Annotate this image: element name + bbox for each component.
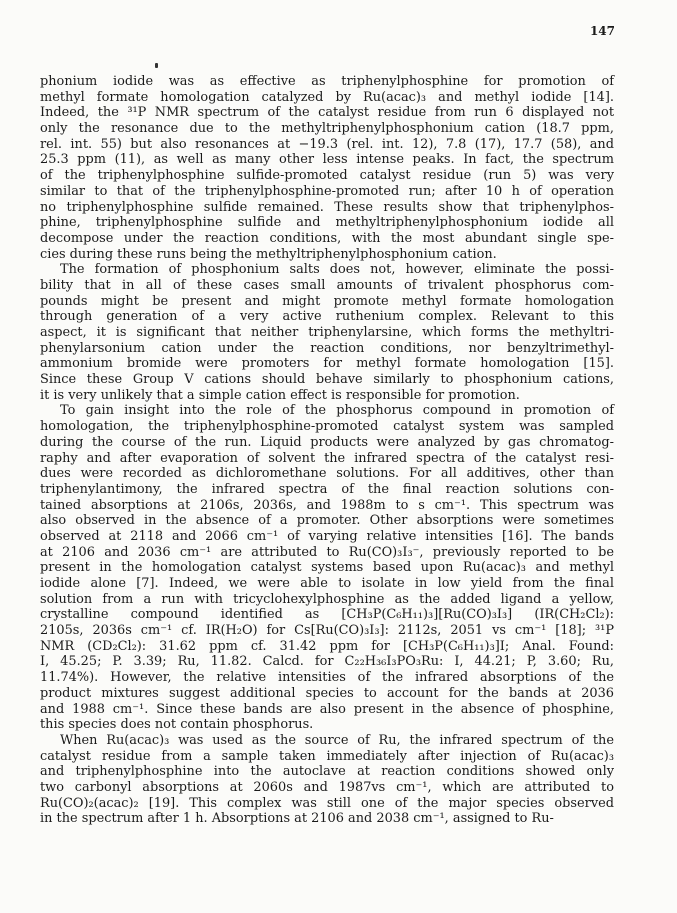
text-line: it is very unlikely that a simple cation effect is responsible for promotion. [40, 387, 520, 403]
text-line: raphy and after evaporation of solvent the infrared spectra of the catalyst resi- [40, 450, 614, 466]
text-line: ammonium bromide were promoters for methyl formate homologation [15]. [40, 356, 614, 372]
text-line: crystalline compound identified as [CH₃P(C₆H₁₁)₃][Ru(CO)₃I₃] (IR(CH₂Cl₂): [40, 607, 614, 623]
text-line: phine, triphenylphosphine sulfide and methyltriphenylphosphonium iodide all [40, 215, 614, 231]
text-line: present in the homologation catalyst systems based upon Ru(acac)₃ and methyl [40, 560, 614, 576]
text-line: Ru(CO)₂(acac)₂ [19]. This complex was still one of the major species observed [40, 795, 614, 811]
text-line: solution from a run with tricyclohexylphosphine as the added ligand a yellow, [40, 591, 614, 607]
text-line: Indeed, the ³¹P NMR spectrum of the catalyst residue from run 6 displayed not [40, 105, 614, 121]
text-line: observed at 2118 and 2066 cm⁻¹ of varying relative intensities [16]. The bands [40, 528, 614, 544]
paragraph [40, 74, 614, 262]
text-line: 25.3 ppm (11), as well as many other less intense peaks. In fact, the spectrum [40, 152, 614, 168]
text-line: product mixtures suggest additional species to account for the bands at 2036 [40, 685, 614, 701]
text-line: bility that in all of these cases small amounts of trivalent phosphorus com- [40, 277, 614, 293]
text-line: 2105s, 2036s cm⁻¹ cf. IR(H₂O) for Cs[Ru(CO)₃I₃]: 2112s, 2051 vs cm⁻¹ [18]; ³¹P [40, 623, 614, 639]
text-line: methyl formate homologation catalyzed by Ru(acac)₃ and methyl iodide [14]. [40, 89, 614, 105]
page-number: 147 [589, 24, 615, 38]
text-line: catalyst residue from a sample taken immediately after injection of Ru(acac)₃ [40, 748, 614, 764]
text-line: I, 45.25; P. 3.39; Ru, 11.82. Calcd. for C₂₂H₃₆I₃PO₃Ru: I, 44.21; P, 3.60; Ru, [40, 654, 614, 670]
text-line: aspect, it is significant that neither triphenylarsine, which forms the methyltri- [40, 325, 614, 340]
text-line: rel. int. 55) but also resonances at −19.3 (rel. int. 12), 7.8 (17), 17.7 (58), and [40, 136, 614, 152]
text-line: through generation of a very active ruthenium complex. Relevant to this [40, 309, 614, 325]
text-line: tained absorptions at 2106s, 2036s, and 1988m to s cm⁻¹. This spectrum was [40, 497, 614, 513]
text-line: this species does not contain phosphorus. [40, 717, 314, 733]
paragraph [40, 262, 614, 403]
text-line: 11.74%). However, the relative intensities of the infrared absorptions of the [40, 670, 614, 686]
text-line: Since these Group V cations should behave similarly to phosphonium cations, [40, 372, 614, 388]
text-line: decompose under the reaction conditions, with the most abundant single spe- [40, 230, 614, 246]
print-speck [155, 63, 158, 68]
text-line: phonium iodide was as effective as triphenylphosphine for promotion of [40, 74, 614, 89]
text-line: iodide alone [7]. Indeed, we were able to isolate in low yield from the final [40, 576, 614, 591]
body-text [40, 74, 614, 827]
text-line: also observed in the absence of a promoter. Other absorptions were sometimes [40, 513, 614, 529]
text-line: and triphenylphosphine into the autoclave at reaction conditions showed only [40, 764, 614, 780]
paragraph [40, 733, 614, 827]
text-line: and 1988 cm⁻¹. Since these bands are also present in the absence of phosphine, [40, 701, 614, 717]
text-line: of the triphenylphosphine sulfide-promoted catalyst residue (run 5) was very [40, 168, 614, 184]
text-line: The formation of phosphonium salts does not, however, eliminate the possi- [60, 262, 614, 278]
text-line: When Ru(acac)₃ was used as the source of Ru, the infrared spectrum of the [60, 732, 614, 748]
text-line: pounds might be present and might promote methyl formate homologation [40, 293, 614, 309]
text-line: during the course of the run. Liquid products were analyzed by gas chromatog- [40, 434, 614, 450]
text-line: NMR (CD₂Cl₂): 31.62 ppm cf. 31.42 ppm for [CH₃P(C₆H₁₁)₃]I; Anal. Found: [40, 638, 614, 654]
text-line: at 2106 and 2036 cm⁻¹ are attributed to Ru(CO)₃I₃⁻, previously reported to be [40, 544, 614, 560]
text-line: triphenylantimony, the infrared spectra of the final reaction solutions con- [40, 481, 614, 497]
text-line: homologation, the triphenylphosphine-promoted catalyst system was sampled [40, 419, 614, 435]
text-line: in the spectrum after 1 h. Absorptions at 2106 and 2038 cm⁻¹, assigned to Ru- [40, 811, 554, 827]
paragraph [40, 403, 614, 732]
text-line: similar to that of the triphenylphosphine-promoted run; after 10 h of operation [40, 183, 614, 199]
text-line: dues were recorded as dichloromethane solutions. For all additives, other than [40, 466, 614, 482]
text-line: no triphenylphosphine sulfide remained. These results show that triphenylphos- [40, 199, 614, 215]
text-line: only the resonance due to the methyltriphenylphosphonium cation (18.7 ppm, [40, 121, 614, 137]
text-line: two carbonyl absorptions at 2060s and 1987vs cm⁻¹, which are attributed to [40, 779, 614, 795]
text-line: To gain insight into the role of the phosphorus compound in promotion of [60, 403, 614, 419]
text-line: cies during these runs being the methyltriphenylphosphonium cation. [40, 246, 497, 262]
text-line: phenylarsonium cation under the reaction conditions, nor benzyltrimethyl- [40, 340, 614, 356]
